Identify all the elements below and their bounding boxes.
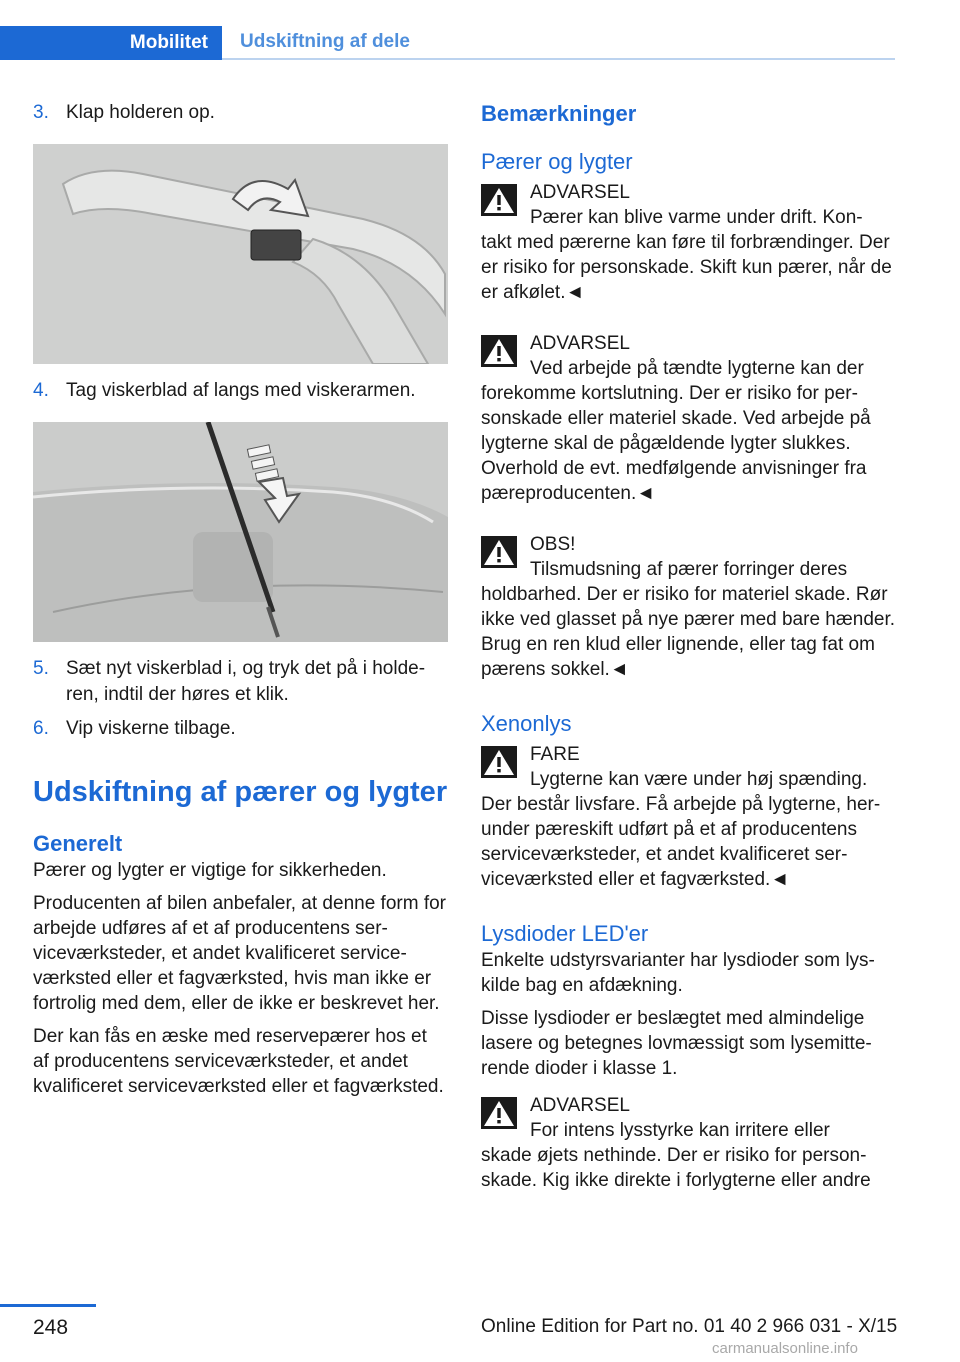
page-number: 248: [33, 1316, 69, 1339]
warning-text-first: For intens lysstyrke kan irritere eller: [530, 1120, 830, 1141]
warning-block: [481, 180, 895, 305]
paragraph: Producenten af bilen anbefaler, at denne form for arbejde udføres af et af producentens serviceværksteder, et andet kvalificeret serviceværksted eller et fagværksted, hvis man ikke er fortrolig med dem, eller de ikke er beskrevet her.: [33, 893, 446, 1014]
warning-title: OBS!: [530, 534, 576, 555]
paragraph: Pærer og lygter er vigtige for sikkerheden.: [33, 860, 387, 881]
warning-triangle-icon: [481, 1097, 517, 1129]
section-heading-bemaerkninger: Bemærkninger: [481, 101, 637, 126]
warning-title: ADVARSEL: [530, 182, 630, 203]
warning-text-first: Pærer kan blive varme under drift. Kon-: [530, 207, 863, 228]
step-number: 6.: [33, 718, 49, 739]
warning-block: [481, 331, 895, 506]
subsection-heading-xenonlys: Xenonlys: [481, 711, 572, 736]
warning-triangle-icon: [481, 184, 517, 216]
watermark: carmanualsonline.info: [712, 1340, 858, 1357]
subsection-heading-led: Lysdioder LED'er: [481, 921, 649, 946]
edition-note: Online Edition for Part no. 01 40 2 966 031 - X/15: [481, 1316, 898, 1337]
warning-text-first: Ved arbejde på tændte lygterne kan der: [530, 358, 864, 379]
paragraph: Disse lysdioder er beslægtet med almindelige lasere og betegnes lovmæssigt som lysemitterende dioder i klasse 1.: [481, 1008, 872, 1079]
warning-text-first: Tilsmudsning af pærer forringer deres: [530, 559, 848, 580]
subsection-heading-paerer: Pærer og lygter: [481, 149, 633, 174]
step-number: 5.: [33, 658, 49, 679]
step-4: [33, 378, 448, 404]
step-6: [33, 716, 448, 742]
section-heading: Udskiftning af pærer og lygter: [33, 776, 448, 808]
header-chapter-tab: Udskiftning af dele: [222, 26, 895, 60]
left-column: [33, 100, 448, 1099]
warning-title: ADVARSEL: [530, 1095, 630, 1116]
danger-block: [481, 742, 895, 892]
figure-wiper-holder: [33, 144, 448, 364]
figure-wiper-blade-removal: [33, 422, 448, 642]
warning-text: takt med pærerne kan føre til forbrændinger. Der er risiko for personskade. Skift kun pærer, når de er afkølet.◄: [481, 232, 892, 303]
warning-triangle-icon: [481, 746, 517, 778]
warning-block: [481, 1093, 895, 1193]
header-section-tab: Mobilitet: [0, 26, 222, 60]
step-text: Vip viskerne tilbage.: [66, 718, 236, 739]
warning-title: FARE: [530, 744, 580, 765]
warning-text-first: Lygterne kan være under høj spænding.: [530, 769, 868, 790]
paragraph: Der kan fås en æske med reservepærer hos et af producentens serviceværksteder, et andet kvalificeret serviceværksted eller et fagværksted.: [33, 1026, 444, 1097]
step-text: Sæt nyt viskerblad i, og tryk det på i holderen, indtil der høres et klik.: [66, 658, 426, 705]
warning-text: holdbarhed. Der er risiko for materiel skade. Rør ikke ved glasset på nye pærer med bare hænder. Brug en ren klud eller lignende, eller tag fat om pærens sokkel.◄: [481, 584, 896, 680]
footer-rule: [0, 1304, 96, 1307]
warning-text: forekomme kortslutning. Der er risiko for personskade eller materiel skade. Ved arbejde på lygterne skal de pågældende lygter slukkes. Overhold de evt. medfølgende anvisninger fra pæreproducenten.◄: [481, 383, 871, 504]
warning-triangle-icon: [481, 536, 517, 568]
warning-title: ADVARSEL: [530, 333, 630, 354]
step-text: Klap holderen op.: [66, 102, 215, 123]
step-number: 3.: [33, 102, 49, 123]
warning-text: skade øjets nethinde. Der er risiko for personskade. Kig ikke direkte i forlygterne eller andre: [481, 1145, 871, 1191]
right-column: [481, 100, 895, 1193]
warning-text: Der består livsfare. Få arbejde på lygterne, herunder pæreskift udført på et af producentens serviceværksteder, et andet kvalificeret serviceværksted eller et fagværksted.◄: [481, 794, 881, 890]
subsection-heading-generelt: Generelt: [33, 831, 123, 856]
step-3: [33, 100, 448, 126]
step-text: Tag viskerblad af langs med viskerarmen.: [66, 380, 416, 401]
warning-triangle-icon: [481, 335, 517, 367]
step-5: [33, 656, 448, 708]
step-number: 4.: [33, 380, 49, 401]
paragraph: Enkelte udstyrsvarianter har lysdioder som lyskilde bag en afdækning.: [481, 950, 875, 996]
page-header: [0, 26, 895, 60]
warning-block: [481, 532, 895, 682]
